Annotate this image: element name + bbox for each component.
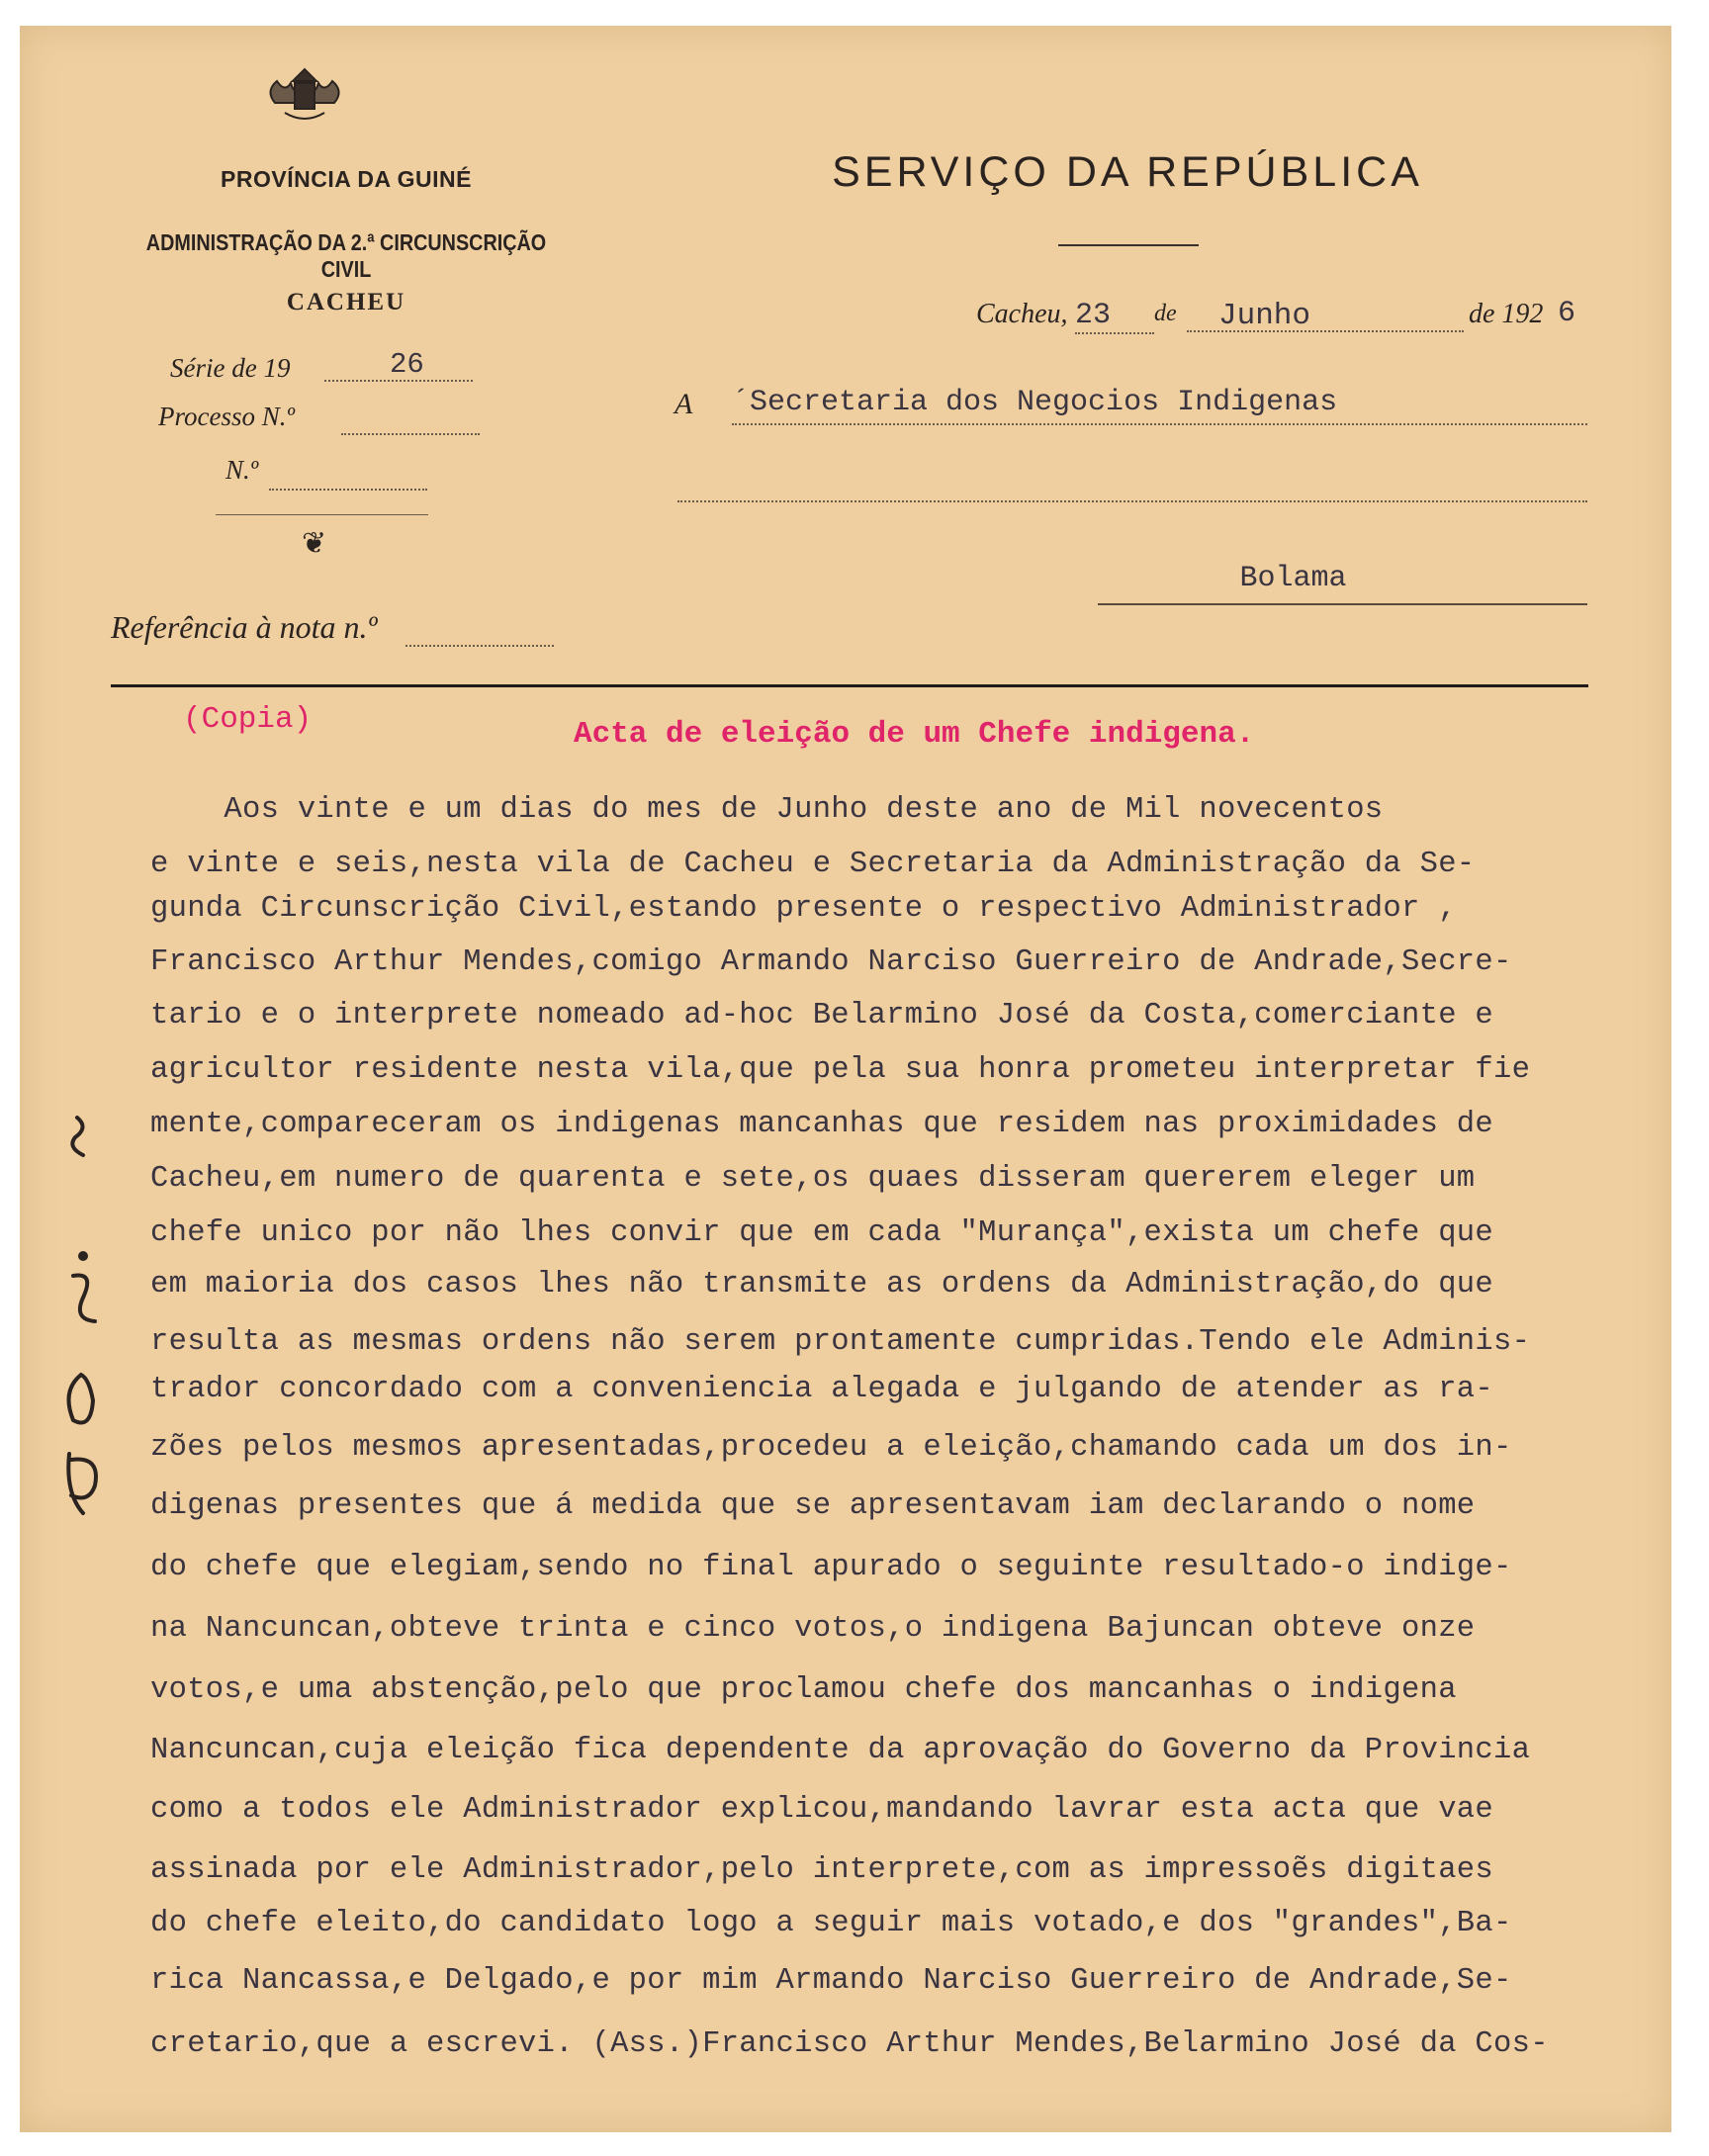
date-connector: de [1154,301,1177,326]
flourish-ornament-icon: ❦ [302,527,327,560]
referencia-blank [405,645,554,647]
body-line: votos,e uma abstenção,pelo que proclamou chefe dos mancanhas o indigena [150,1673,1457,1707]
body-line: Aos vinte e um dias do mes de Junho deste ano de Mil novecentos [150,793,1384,827]
body-line: Cacheu,em numero de quarenta e sete,os quaes disseram quererem eleger um [150,1162,1476,1196]
addressee-prefix: A [675,388,693,420]
referencia-label: Referência à nota n.º [111,609,378,645]
addressee: ´Secretaria dos Negocios Indigenas [732,386,1587,425]
body-line: mente,compareceram os indigenas mancanhas que residem nas proximidades de [150,1108,1494,1141]
body-line: como a todos ele Administrador explicou,mandando lavrar esta acta que vae [150,1793,1494,1827]
body-line: e vinte e seis,nesta vila de Cacheu e Secretaria da Administração da Se- [150,848,1476,881]
body-line: do chefe eleito,do candidato logo a seguir mais votado,e dos "grandes",Ba- [150,1907,1512,1940]
body-line: agricultor residente nesta vila,que pela sua honra prometeu interpretar fie [150,1053,1531,1087]
body-line: Francisco Arthur Mendes,comigo Armando Narciso Guerreiro de Andrade,Secre- [150,945,1512,979]
body-line: trador concordado com a conveniencia alegada e julgando de atender as ra- [150,1373,1494,1406]
serie-value: 26 [324,348,473,382]
header-rule [111,684,1588,687]
body-line: resulta as mesmas ordens não serem prontamente cumpridas.Tendo ele Adminis- [150,1325,1531,1359]
date-place: Cacheu, [976,299,1068,329]
coat-of-arms-icon [255,63,354,129]
letterhead-place: CACHEU [286,289,406,315]
processo-label: Processo N.º [158,402,295,431]
service-heading: SERVIÇO DA REPÚBLICA [832,148,1423,196]
province-name: PROVÍNCIA DA GUINÉ [221,166,472,192]
body-line: tario e o interprete nomeado ad-hoc Belarmino José da Costa,comerciante e [150,999,1494,1033]
body-line: cretario,que a escrevi. (Ass.)Francisco Arthur Mendes,Belarmino José da Cos- [150,2027,1549,2061]
body-line: do chefe que elegiam,sendo no final apurado o seguinte resultado-o indige- [150,1551,1512,1584]
numero-label: N.º [225,455,259,485]
body-line: gunda Circunscrição Civil,estando presente o respectivo Administrador , [150,892,1457,926]
body-line: rica Nancassa,e Delgado,e por mim Armando Narciso Guerreiro de Andrade,Se- [150,1964,1512,1998]
margin-handwriting [38,979,117,1553]
body-line: zões pelos mesmos apresentadas,procedeu a eleição,chamando cada um dos in- [150,1431,1512,1465]
copy-marker: (Copia) [183,702,313,737]
body-line: Nancuncan,cuja eleição fica dependente da aprovação do Governo da Provincia [150,1734,1531,1767]
body-line: em maioria dos casos lhes não transmite as ordens da Administração,do que [150,1268,1494,1302]
serie-label: Série de 19 [170,353,291,383]
body-line: chefe unico por não lhes convir que em cada "Murança",exista um chefe que [150,1216,1494,1250]
date-day: 23 [1075,299,1154,334]
document-title: Acta de eleição de um Chefe indigena. [574,717,1255,752]
processo-blank [341,433,480,435]
body-line: digenas presentes que á medida que se apresentavam iam declarando o nome [150,1489,1476,1523]
date-year-prefix: de 192 [1469,299,1544,329]
destination: Bolama [1098,562,1587,605]
date-year-digit: 6 [1558,297,1576,330]
body-line: assinada por ele Administrador,pelo interprete,com as impressoẽs digitaes [150,1853,1494,1887]
numero-blank [269,489,427,491]
service-underline [1058,244,1199,246]
letterhead-divider [216,514,428,515]
body-line: na Nancuncan,obteve trinta e cinco votos,o indigena Bajuncan obteve onze [150,1612,1476,1646]
date-month: Junho [1187,299,1464,332]
addressee-blank-line [677,500,1587,502]
administration-name: ADMINISTRAÇÃO DA 2.ª CIRCUNSCRIÇÃO CIVIL [145,229,547,282]
